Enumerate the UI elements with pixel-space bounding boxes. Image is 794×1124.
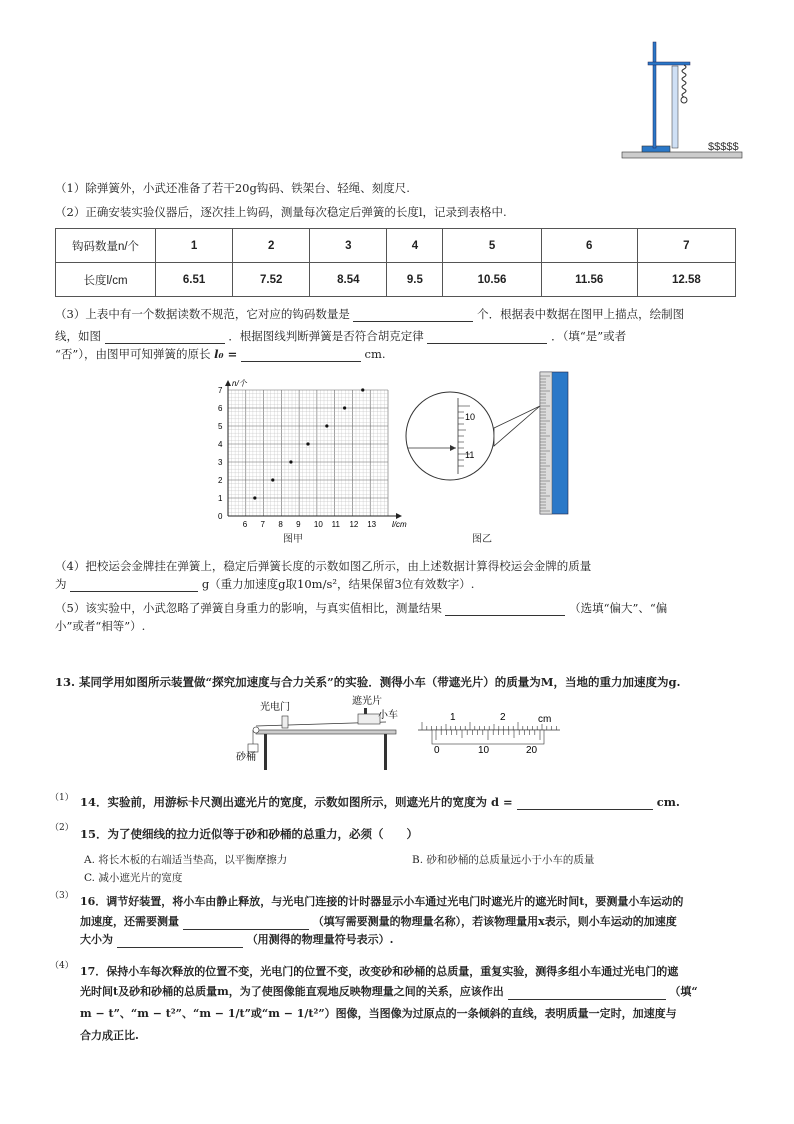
s2-text: 15．为了使细线的拉力近似等于砂和砂桶的总重力，必须（ ） xyxy=(80,827,418,841)
table-cell: 8.54 xyxy=(310,263,387,297)
main-unit: cm xyxy=(538,714,552,725)
table-cell: 4 xyxy=(387,229,443,263)
vernier-label-20: 20 xyxy=(526,745,538,756)
table-cell: 11.56 xyxy=(541,263,637,297)
x-tick-label: 9 xyxy=(296,520,301,529)
q3-text-f: “否”），由图甲可知弹簧的原长 xyxy=(55,347,211,361)
answer-blank[interactable] xyxy=(353,308,473,322)
s3-line3 xyxy=(80,932,394,948)
q4-line2 xyxy=(55,576,474,592)
answer-blank[interactable] xyxy=(241,348,361,362)
caliper-figure xyxy=(414,708,562,758)
q3-text-e: ．（填“是”或者 xyxy=(551,329,627,343)
y-tick-label: 3 xyxy=(218,458,223,467)
table-cell: 2 xyxy=(233,229,310,263)
answer-blank[interactable] xyxy=(517,796,653,810)
chart-jia xyxy=(210,372,420,532)
x-tick-label: 7 xyxy=(260,520,266,529)
spring-stand-figure xyxy=(618,38,748,162)
q3-text-b: 个．根据表中数据在图甲上描点，绘制图 xyxy=(477,307,685,321)
s1-text: 14．实验前，用游标卡尺测出遮光片的宽度，示数如图所示，则遮光片的宽度为 d = xyxy=(80,795,513,809)
option-b[interactable]: B. 砂和砂桶的总质量远小于小车的质量 xyxy=(412,854,595,866)
fig-yi-caption: 图乙 xyxy=(472,534,492,545)
s3-line1: 16．调节好装置，将小车由静止释放，与光电门连接的计时器显示小车通过光电门时遮光片的遮光时间t，要测量小车运动的 xyxy=(80,895,684,908)
answer-blank[interactable] xyxy=(183,916,309,930)
table-header: 钩码数量n/个 xyxy=(56,229,156,263)
x-tick-label: 12 xyxy=(349,520,359,529)
table-cell: 10.56 xyxy=(443,263,541,297)
s4-line1: 17．保持小车每次释放的位置不变，光电门的位置不变，改变砂和砂桶的总质量，重复实验，测得多组小车通过光电门的遮 xyxy=(80,965,679,978)
q3-text-a: （3）上表中有一个数据读数不规范，它对应的钩码数量是 xyxy=(55,307,350,321)
y-axis-label: n/个 xyxy=(232,379,247,388)
q4-text-b: 为 xyxy=(55,577,67,591)
y-tick-label: 0 xyxy=(218,512,223,521)
scale-label-10: 10 xyxy=(465,412,476,422)
table-cell: 7 xyxy=(637,229,735,263)
label-cart: 小车 xyxy=(378,710,398,721)
q5-text-b: （选填“偏大”、“偏 xyxy=(569,601,668,615)
table-cell: 9.5 xyxy=(387,263,443,297)
y-tick-label: 4 xyxy=(218,440,223,449)
q5-line2: 小”或者“相等”）. xyxy=(55,619,146,633)
figure-yi xyxy=(400,368,580,518)
y-tick-label: 2 xyxy=(218,476,223,485)
s4-line3: m − t”、“m − t²”、“m − 1/t”或“m − 1/t²”）图像，当图像为过原点的一条倾斜的直线，表明质量一定时，加速度与 xyxy=(80,1007,677,1020)
answer-blank[interactable] xyxy=(427,330,547,344)
q3-text-d: ．根据图线判断弹簧是否符合胡克定律 xyxy=(228,329,424,343)
y-tick-label: 6 xyxy=(218,404,223,413)
q3-line2 xyxy=(55,328,626,344)
s1-line xyxy=(80,794,680,810)
x-tick-label: 10 xyxy=(313,520,323,529)
table-cell: 3 xyxy=(310,229,387,263)
table-cell: 1 xyxy=(156,229,233,263)
x-tick-label: 13 xyxy=(367,520,377,529)
q13-text: 13. 某同学用如图所示装置做“探究加速度与合力关系”的实验．测得小车（带遮光片）的质量为M，当地的重力加速度为g. xyxy=(55,675,681,689)
s2-tag: （2） xyxy=(50,823,74,833)
s4-line2 xyxy=(80,984,698,1000)
data-point xyxy=(361,388,364,391)
table-cell: 6 xyxy=(541,229,637,263)
label-shade: 遮光片 xyxy=(352,696,382,707)
q4-text-c: g（重力加速度g取10m/s²，结果保留3位有效数字）. xyxy=(201,577,475,591)
vernier-label-10: 10 xyxy=(478,745,490,756)
q4-line1: （4）把校运会金牌挂在弹簧上，稳定后弹簧长度的示数如图乙所示，由上述数据计算得校运会金牌的质量 xyxy=(55,559,592,573)
s4-line4: 合力成正比. xyxy=(80,1029,139,1042)
table-header: 长度l/cm xyxy=(56,263,156,297)
q1-text: （1）除弹簧外，小武还准备了若干20g钩码、铁架台、轻绳、刻度尺. xyxy=(55,181,410,195)
q3-line1 xyxy=(55,306,684,322)
table-cell: 5 xyxy=(443,229,541,263)
data-point xyxy=(271,478,274,481)
table-row xyxy=(56,229,736,263)
q2-text: （2）正确安装实验仪器后，逐次挂上钩码，测量每次稳定后弹簧的长度l，记录到表格中. xyxy=(55,205,507,219)
s4-text-b: 光时间t及砂和砂桶的总质量m，为了使图像能直观地反映物理量之间的关系，应该作出 xyxy=(80,985,504,998)
data-point xyxy=(289,460,292,463)
q3-line3 xyxy=(55,346,386,362)
data-point xyxy=(325,424,328,427)
answer-blank[interactable] xyxy=(117,934,243,948)
s1-unit: cm. xyxy=(656,795,680,809)
main-label-1: 1 xyxy=(450,712,456,723)
vernier-label-0: 0 xyxy=(434,745,440,756)
s4-tag: （4） xyxy=(50,961,74,971)
label-gate: 光电门 xyxy=(260,702,290,713)
x-tick-label: 8 xyxy=(278,520,283,529)
s3-text-b: 加速度，还需要测量 xyxy=(80,915,179,928)
q5-line1 xyxy=(55,600,667,616)
answer-blank[interactable] xyxy=(70,578,198,592)
data-point xyxy=(253,496,256,499)
main-label-2: 2 xyxy=(500,712,506,723)
table-row xyxy=(56,263,736,297)
s4-text-c: （填“ xyxy=(669,985,698,998)
s3-tag: （3） xyxy=(50,891,74,901)
q3-unit: cm. xyxy=(364,347,386,361)
x-tick-label: 6 xyxy=(242,520,248,529)
table-cell: 12.58 xyxy=(637,263,735,297)
y-tick-label: 7 xyxy=(218,386,223,395)
data-point xyxy=(306,442,309,445)
table-cell: 6.51 xyxy=(156,263,233,297)
s3-text-c: （填写需要测量的物理量名称），若该物理量用x表示，则小车运动的加速度 xyxy=(312,915,677,928)
scale-label-11: 11 xyxy=(465,450,475,460)
fig-jia-caption: 图甲 xyxy=(283,534,303,545)
apparatus-figure xyxy=(236,694,402,774)
option-a[interactable]: A. 将长木板的右端适当垫高，以平衡摩擦力 xyxy=(84,854,288,866)
q5-text-a: （5）该实验中，小武忽略了弹簧自身重力的影响，与真实值相比，测量结果 xyxy=(55,601,442,615)
table-cell: 7.52 xyxy=(233,263,310,297)
y-axis-arrow xyxy=(225,380,231,386)
s1-tag: （1） xyxy=(50,793,74,803)
spring-data-table xyxy=(55,228,736,297)
y-tick-label: 5 xyxy=(218,422,223,431)
s3-text-e: （用测得的物理量符号表示）. xyxy=(246,933,394,946)
data-point xyxy=(343,406,346,409)
q3-text-c: 线，如图 xyxy=(55,329,101,343)
s3-text-d: 大小为 xyxy=(80,933,113,946)
l0-symbol: l₀ = xyxy=(214,347,238,361)
answer-blank[interactable] xyxy=(105,330,225,344)
s3-line2 xyxy=(80,914,677,930)
x-axis-label: l/cm xyxy=(392,520,407,529)
svg-text:$$$$$: $$$$$ xyxy=(708,141,739,153)
option-c[interactable]: C. 减小遮光片的宽度 xyxy=(84,872,183,884)
answer-blank[interactable] xyxy=(508,986,666,1000)
answer-blank[interactable] xyxy=(445,602,565,616)
x-tick-label: 11 xyxy=(331,520,340,529)
y-tick-label: 1 xyxy=(218,494,223,503)
label-bucket: 砂桶 xyxy=(236,752,256,763)
